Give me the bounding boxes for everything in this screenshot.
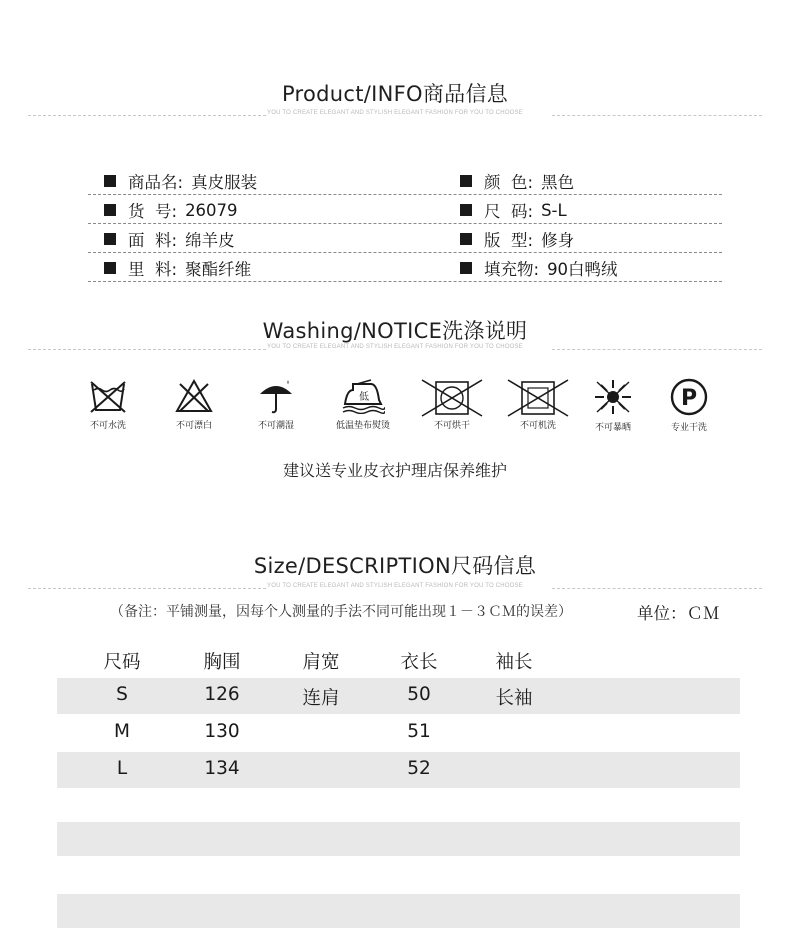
- care-item-no-bleach: [149, 378, 239, 431]
- divider-line-right: [552, 115, 762, 116]
- product-info-divider: [28, 110, 762, 120]
- table-cell: 50: [407, 684, 431, 705]
- info-cell-name: [104, 169, 257, 193]
- care-caption: 不可水洗: [89, 421, 126, 431]
- info-cell-fit: [460, 227, 574, 251]
- table-cell: 连肩: [302, 688, 340, 709]
- measure-unit: 单位：ＣＭ: [637, 604, 720, 623]
- header-cell: 胸围: [203, 652, 241, 673]
- table-row: [57, 678, 740, 714]
- size-table-header: [57, 642, 740, 678]
- care-icons: [0, 378, 790, 438]
- care-caption: 专业干洗: [670, 423, 707, 433]
- square-bullet-icon: [460, 233, 472, 245]
- info-value: 26079: [185, 200, 238, 220]
- table-cell: L: [116, 758, 128, 779]
- square-bullet-icon: [104, 204, 116, 216]
- care-caption: 低温垫布熨烫: [335, 421, 390, 431]
- table-cell: 长袖: [495, 688, 533, 709]
- size-table: [57, 642, 740, 788]
- info-label: 颜 色:: [484, 173, 534, 192]
- care-caption: 不可机洗: [519, 421, 556, 431]
- washing-divider: [28, 344, 762, 354]
- table-row: [57, 715, 740, 751]
- care-caption: 不可漂白: [175, 421, 212, 431]
- square-bullet-icon: [460, 204, 472, 216]
- divider-line-right: [552, 588, 762, 589]
- info-label: 版 型:: [484, 231, 534, 250]
- professional-dry-clean-icon: [669, 378, 709, 416]
- care-item-dry-clean: [644, 378, 734, 433]
- square-bullet-icon: [104, 262, 116, 274]
- dry-clean-mark: P: [680, 386, 698, 411]
- table-cell: S: [116, 684, 128, 705]
- info-label: 货 号:: [128, 202, 178, 221]
- info-label: 商品名:: [128, 173, 184, 192]
- square-bullet-icon: [460, 175, 472, 187]
- no-sun-dry-icon: [591, 378, 635, 416]
- info-row: [88, 195, 722, 224]
- info-row: [88, 224, 722, 253]
- header-cell: 肩宽: [302, 652, 340, 673]
- product-info-table: [88, 166, 722, 282]
- care-item-low-iron: [318, 378, 408, 431]
- no-wash-icon: [88, 378, 128, 414]
- washing-notice-title: Washing/NOTICE洗涤说明: [262, 319, 528, 343]
- info-cell-color: [460, 169, 574, 193]
- table-cell: 126: [204, 684, 240, 705]
- table-row: [57, 752, 740, 788]
- table-cell: 51: [407, 721, 431, 742]
- no-tumble-dry-icon: [420, 378, 484, 418]
- info-row: [88, 253, 722, 282]
- table-row-empty: [57, 894, 740, 928]
- shade-dry-icon: [256, 378, 296, 414]
- header-cell: 袖长: [495, 652, 533, 673]
- info-value: 绵羊皮: [185, 231, 235, 250]
- info-label: 尺 码:: [484, 202, 534, 221]
- header-cell: 尺码: [103, 652, 141, 673]
- info-label: 填充物:: [484, 260, 540, 279]
- size-divider: [28, 583, 762, 593]
- no-bleach-icon: [174, 378, 214, 414]
- divider-subtitle: YOU TO CREATE ELEGANT AND STYLISH ELEGANT FASHION FOR YOU TO CHOOSE: [267, 344, 523, 350]
- table-cell: 130: [204, 721, 240, 742]
- low-iron-icon: [341, 378, 385, 414]
- divider-subtitle: YOU TO CREATE ELEGANT AND STYLISH ELEGANT FASHION FOR YOU TO CHOOSE: [267, 583, 523, 589]
- table-cell: 134: [204, 758, 240, 779]
- info-value: 90白鸭绒: [547, 260, 618, 279]
- info-value: 黑色: [541, 173, 575, 192]
- care-caption: 不可烘干: [433, 421, 470, 431]
- info-cell-lining: [104, 256, 251, 280]
- care-advice: 建议送专业皮衣护理店保养维护: [282, 461, 507, 480]
- info-cell-filling: [460, 256, 618, 280]
- care-item-no-tumble-dry: [407, 378, 497, 431]
- table-cell: M: [114, 721, 130, 742]
- header-cell: 衣长: [400, 652, 438, 673]
- measure-note: （备注：平铺测量，因每个人测量的手法不同可能出现１－３ＣＭ的误差）: [110, 604, 572, 620]
- square-bullet-icon: [460, 262, 472, 274]
- no-machine-wash-icon: [506, 378, 570, 418]
- table-row-empty: [57, 822, 740, 856]
- product-info-title: Product/INFO商品信息: [281, 82, 509, 106]
- iron-mark: 低: [359, 392, 369, 403]
- divider-subtitle: YOU TO CREATE ELEGANT AND STYLISH ELEGANT FASHION FOR YOU TO CHOOSE: [267, 110, 523, 116]
- info-value: 修身: [541, 231, 575, 250]
- info-value: S-L: [541, 200, 567, 220]
- size-description-title: Size/DESCRIPTION尺码信息: [253, 554, 537, 578]
- info-cell-fabric: [104, 227, 235, 251]
- care-item-shade-dry: [231, 378, 321, 431]
- info-value: 聚酯纤维: [185, 260, 252, 279]
- info-value: 真皮服装: [191, 173, 258, 192]
- care-caption: 不可暴晒: [594, 423, 631, 433]
- info-label: 面 料:: [128, 231, 178, 250]
- info-label: 里 料:: [128, 260, 178, 279]
- care-item-no-wash: [63, 378, 153, 431]
- care-caption: 不可潮湿: [257, 421, 294, 431]
- square-bullet-icon: [104, 175, 116, 187]
- table-cell: 52: [407, 758, 431, 779]
- divider-line-right: [552, 349, 762, 350]
- info-cell-size: [460, 198, 567, 222]
- square-bullet-icon: [104, 233, 116, 245]
- info-row: [88, 166, 722, 195]
- info-cell-sku: [104, 198, 238, 222]
